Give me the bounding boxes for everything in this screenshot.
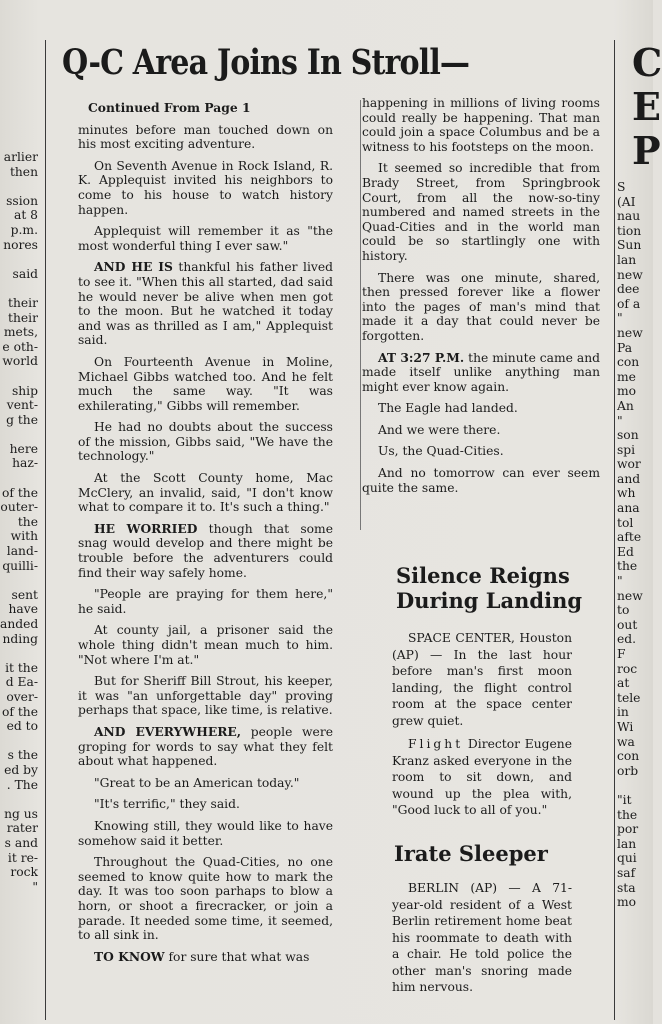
fragment-line: haz-	[12, 456, 38, 471]
fragment-line: ng us	[4, 806, 38, 821]
fragment-line: lan	[617, 836, 637, 851]
fragment-line: An	[617, 398, 634, 413]
fragment-line: at 8	[13, 208, 38, 223]
paragraph	[78, 623, 333, 667]
fragment-line	[0, 427, 38, 442]
paragraph	[362, 161, 600, 263]
fragment-line: s and	[4, 835, 38, 850]
paragraph	[362, 271, 600, 344]
fragment-line: "	[617, 413, 623, 428]
paragraph-text: Throughout the Quad-Cities, no one seemed to know quite how to mark the day. It was too soon parhaps to blow a horn, or shoot a firecracker, or join a parade. It needed some time, it seemed, to all sink in.	[78, 855, 333, 943]
fragment-line	[617, 778, 657, 793]
fragment-line: "	[32, 879, 38, 894]
fragment-line: "	[617, 574, 623, 589]
column-rule-middle	[360, 100, 361, 530]
fragment-line: Sun	[617, 238, 642, 253]
paragraph-text: Us, the Quad-Cities.	[378, 444, 504, 459]
fragment-line: rock	[10, 865, 38, 880]
paragraph	[78, 471, 333, 515]
fragment-line: me	[617, 369, 636, 384]
paragraph-text: At county jail, a prisoner said the whole thing didn't mean much to him. "Not where I'm at."	[78, 623, 333, 667]
irate-sleeper-story	[392, 880, 572, 1003]
fragment-line: con	[617, 355, 640, 370]
paragraph	[362, 96, 600, 154]
paragraph	[78, 420, 333, 464]
paragraph-text: And we were there.	[378, 422, 501, 437]
paragraph	[78, 776, 333, 791]
fragment-line: wh	[617, 486, 636, 501]
paragraph-text: minutes before man touched down on his most exciting adventure.	[78, 122, 333, 152]
fragment-line: por	[617, 822, 639, 837]
fragment-line: qui	[617, 851, 637, 866]
silence-headline-line-2: During Landing	[396, 588, 583, 613]
fragment-line: ed by	[4, 762, 38, 777]
paragraph-text: At the Scott County home, Mac McClery, an invalid, said, "I don't know what to compare it to. It's such a thing."	[78, 471, 333, 515]
fragment-line: in	[617, 705, 629, 720]
fragment-line: g the	[6, 412, 38, 427]
paragraph	[362, 444, 600, 459]
fragment-line: son	[617, 428, 639, 443]
left-column-fragments	[0, 150, 38, 894]
fragment-line: dee	[617, 282, 640, 297]
column-rule-left	[45, 40, 46, 1020]
paragraph-text: He had no doubts about the success of the mission, Gibbs said, "We have the technology."	[78, 420, 333, 464]
fragment-line: the	[617, 807, 638, 822]
fragment-line: anded	[0, 617, 39, 631]
paragraph	[362, 351, 600, 395]
irate-sleeper-body	[392, 880, 572, 996]
fragment-line: wa	[617, 734, 635, 749]
right-column-fragments	[617, 180, 657, 910]
fragment-line: quilli-	[2, 558, 38, 573]
fragment-line: new	[617, 588, 643, 603]
fragment-line: d Ea-	[5, 675, 38, 690]
fragment-line: it the	[5, 660, 38, 675]
paragraph	[78, 797, 333, 812]
paragraph-text: On Fourteenth Avenue in Moline, Michael Gibbs watched too. And he felt much the same way. "It was exhilerating," Gibbs will remember.	[78, 354, 333, 413]
fragment-line: and	[617, 471, 641, 486]
fragment-line: nding	[2, 631, 38, 646]
paragraph-text: But for Sheriff Bill Strout, his keeper, it was "an unforgettable day" proving perhaps that space, like time, is relative.	[78, 674, 333, 718]
paragraph	[78, 224, 333, 253]
fragment-line: outer-	[0, 500, 38, 515]
fragment-line: con	[617, 749, 640, 764]
right-headline-letter-3: P	[632, 128, 661, 173]
paragraph-text: for sure that what was	[164, 949, 310, 964]
paragraph-text: It seemed so incredible that from Brady Street, from Springbrook Court, from all the now-so-tiny numbered and named streets in the Quad-Cities and in the world man could be so startlingly one with history.	[362, 161, 600, 263]
fragment-line: sta	[617, 880, 636, 895]
fragment-line: with	[10, 529, 38, 544]
fragment-line	[0, 573, 38, 588]
continued-line: Continued From Page 1	[88, 100, 251, 115]
fragment-line: (AI	[617, 194, 636, 209]
spaced-word: Flight	[408, 737, 464, 751]
fragment-line: tol	[617, 515, 634, 530]
fragment-line: ana	[617, 501, 640, 516]
fragment-line	[0, 471, 38, 486]
fragment-line: their	[8, 310, 38, 325]
paragraph-text: On Seventh Avenue in Rock Island, R. K. Applequist invited his neighbors to come to his house to watch history happen.	[78, 158, 333, 217]
paragraph-text: "People are praying for them here," he said.	[78, 587, 333, 616]
fragment-line: new	[617, 325, 643, 340]
fragment-line: of the	[1, 485, 38, 500]
paragraph	[78, 260, 333, 348]
silence-reigns-body	[392, 630, 572, 819]
fragment-line: s the	[7, 748, 38, 763]
fragment-line: here	[9, 441, 38, 456]
paragraph	[362, 401, 600, 416]
paragraph-text: people were groping for words to say what they felt about what happened.	[78, 724, 333, 769]
paragraph-text: "It's terrific," they said.	[94, 797, 240, 812]
main-story-column-1	[78, 101, 333, 971]
fragment-line	[0, 252, 38, 267]
fragment-line: mo	[617, 384, 637, 399]
fragment-line: vent-	[6, 398, 38, 413]
paragraph-text: Knowing still, they would like to have somehow said it better.	[78, 818, 333, 848]
paragraph-text: happening in millions of living rooms could really be happening. That man could join a space Columbus and be a witness to his footsteps on the moon.	[362, 96, 600, 154]
fragment-line: nores	[3, 237, 38, 252]
fragment-line: world	[2, 354, 38, 369]
fragment-line: have	[8, 602, 38, 617]
fragment-line: ssion	[6, 193, 38, 208]
fragment-line: their	[8, 295, 38, 310]
fragment-line	[0, 369, 38, 384]
fragment-line: saf	[617, 865, 636, 880]
fragment-line: "	[617, 311, 623, 326]
paragraph-text: Applequist will remember it as "the most wonderful thing I ever saw."	[78, 224, 333, 253]
fragment-line: p.m.	[10, 222, 38, 237]
paragraph-text: And no tomorrow can ever seem quite the same.	[362, 466, 600, 495]
main-story-column-1-body	[78, 123, 333, 965]
paragraph	[392, 630, 572, 729]
fragment-line: . The	[6, 777, 38, 792]
paragraph-text: "Great to be an American today."	[94, 775, 300, 790]
main-story-column-2	[362, 96, 600, 502]
paragraph-text: thankful his father lived to see it. "When this all started, dad said he would never be alive when men got to the moon. But he watched it today and was as thrilled as I am," Applequist said.	[78, 260, 333, 348]
paragraph	[78, 522, 333, 580]
irate-sleeper-headline: Irate Sleeper	[394, 841, 548, 866]
paragraph	[78, 159, 333, 217]
fragment-line: afte	[617, 530, 642, 545]
fragment-line	[0, 646, 38, 661]
fragment-line: spi	[617, 442, 636, 457]
fragment-line: roc	[617, 661, 638, 676]
fragment-line: over-	[6, 689, 38, 704]
paragraph	[78, 123, 333, 152]
fragment-line: of the	[1, 704, 38, 719]
fragment-line: to	[617, 603, 630, 618]
fragment-line: rater	[6, 821, 38, 836]
lead-in: TO KNOW	[94, 948, 165, 964]
fragment-line: Pa	[617, 340, 633, 355]
paragraph	[78, 355, 333, 413]
fragment-line: at	[617, 676, 630, 691]
paragraph	[362, 466, 600, 495]
fragment-line: out	[617, 617, 638, 632]
right-headline-letter-2: E	[632, 84, 661, 129]
fragment-line: "it	[617, 792, 632, 807]
fragment-line	[0, 734, 38, 749]
paragraph	[78, 819, 333, 848]
lead-in: HE WORRIED	[94, 520, 198, 536]
main-story-column-2-body	[362, 96, 600, 495]
silence-reigns-story	[392, 630, 572, 826]
column-rule-right	[614, 40, 615, 1020]
fragment-line: ed to	[6, 719, 38, 734]
fragment-line: mets,	[3, 325, 38, 340]
paragraph-text: though that some snag would develop and there might be trouble before the adventurers could find their way safely home.	[78, 521, 333, 580]
fragment-line: the	[17, 514, 38, 529]
page-headline: Q-C Area Joins In Stroll—	[62, 42, 470, 83]
paragraph-text: the minute came and made itself unlike anything man might ever know again.	[362, 350, 600, 394]
paragraph	[392, 880, 572, 996]
paragraph	[362, 423, 600, 438]
right-headline-letter-1: C	[632, 40, 662, 85]
lead-in: AT 3:27 P.M.	[378, 349, 465, 365]
paragraph-text: There was one minute, shared, then pressed forever like a flower into the pages of man's mind that made it a day that could never be forgotten.	[362, 270, 600, 343]
paragraph-text: Director Eugene Kranz asked everyone in the room to sit down, and wound up the plea with, "Good luck to all of you."	[392, 737, 572, 817]
fragment-line: S	[617, 180, 626, 194]
paragraph	[78, 587, 333, 616]
fragment-line: nau	[617, 209, 641, 224]
fragment-line: the	[617, 559, 638, 574]
fragment-line: ship	[11, 383, 38, 398]
fragment-line	[0, 179, 38, 194]
fragment-line: arlier	[3, 150, 38, 164]
fragment-line: Wi	[617, 719, 634, 734]
fragment-line: ed.	[617, 632, 637, 647]
fragment-line: said	[12, 266, 38, 281]
paragraph	[78, 674, 333, 718]
fragment-line: Ed	[617, 544, 634, 559]
fragment-line: land-	[6, 544, 38, 559]
fragment-line: lan	[617, 252, 637, 267]
lead-in: AND EVERYWHERE,	[94, 723, 242, 739]
silence-reigns-headline	[396, 563, 582, 613]
lead-in: AND HE IS	[94, 259, 173, 275]
fragment-line: then	[9, 164, 38, 179]
silence-headline-line-1: Silence Reigns	[396, 563, 570, 588]
fragment-line: F	[617, 647, 626, 661]
paragraph-text: BERLIN (AP) — A 71-year-old resident of a West Berlin retirement home beat his roommate to death with a chair. He told police the other man's snoring made him nervous.	[392, 881, 572, 994]
fragment-line: e oth-	[2, 339, 38, 354]
paragraph	[392, 736, 572, 819]
paragraph	[78, 855, 333, 943]
paragraph-text: SPACE CENTER, Houston (AP) — In the last hour before man's first moon landing, the flight control room at the space center grew quiet.	[392, 631, 572, 728]
fragment-line: orb	[617, 763, 639, 778]
fragment-line: mo	[617, 895, 637, 910]
fragment-line: tele	[617, 690, 641, 705]
fragment-line	[0, 281, 38, 296]
fragment-line	[0, 792, 38, 807]
fragment-line: wor	[617, 457, 641, 472]
paragraph	[78, 725, 333, 769]
fragment-line: of a	[617, 296, 641, 311]
fragment-line: it re-	[7, 850, 38, 865]
paragraph	[78, 950, 333, 965]
fragment-line: new	[617, 267, 643, 282]
paragraph-text: The Eagle had landed.	[378, 401, 518, 416]
fragment-line: sent	[11, 587, 38, 602]
fragment-line: tion	[617, 223, 642, 238]
